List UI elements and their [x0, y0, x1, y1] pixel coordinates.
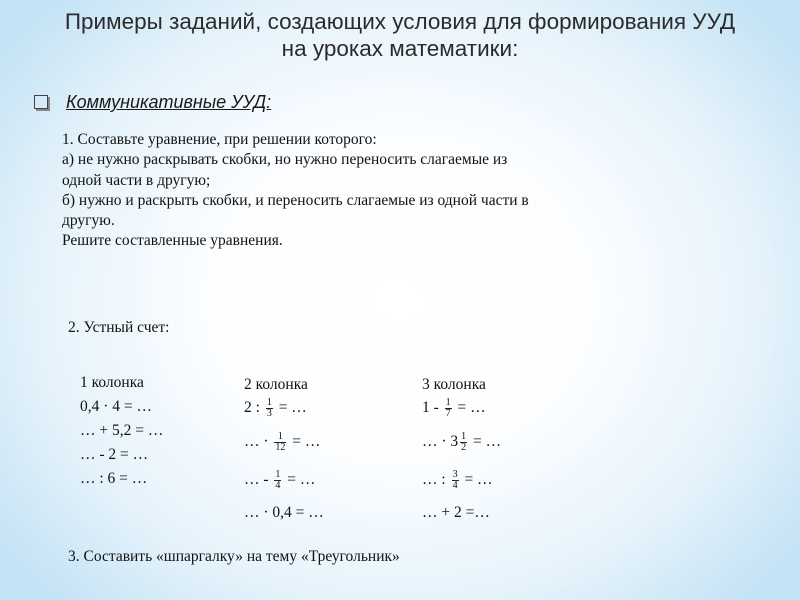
expr-pre: … -	[244, 471, 273, 489]
expr-pre: … :	[422, 471, 450, 489]
fraction	[274, 470, 281, 491]
column-row	[244, 470, 315, 491]
checkbox-bullet-icon	[34, 95, 48, 109]
expr-post: = …	[283, 471, 316, 489]
section-heading	[34, 92, 271, 113]
column-row: … + 2 =…	[422, 504, 490, 521]
section-label: Коммуникативные УУД:	[66, 92, 272, 112]
fraction	[452, 470, 459, 491]
task-3-label: 3. Составить «шпаргалку» на тему «Треугольник»	[68, 548, 400, 565]
task1-line: 1. Составьте уравнение, при решении которого:	[62, 131, 377, 148]
fraction-denominator: 7	[445, 408, 451, 419]
column-row	[244, 432, 320, 453]
expr-pre: … · 3	[422, 433, 459, 451]
fraction	[460, 432, 467, 453]
task1-line: одной части в другую;	[62, 171, 211, 189]
fraction-numerator: 3	[452, 469, 458, 480]
fraction	[266, 398, 273, 419]
fraction	[445, 398, 452, 419]
fraction-numerator: 1	[274, 432, 286, 443]
column-row: … + 5,2 = …	[80, 422, 164, 439]
fraction-denominator: 2	[461, 442, 467, 453]
column-header: 1 колонка	[80, 374, 144, 391]
column-header: 3 колонка	[422, 376, 486, 393]
slide-title	[0, 8, 800, 62]
column-row	[422, 432, 501, 453]
expr-post: = …	[469, 433, 502, 451]
fraction	[274, 432, 286, 453]
column-row: … - 2 = …	[80, 446, 149, 463]
column-row: … · 0,4 = …	[244, 504, 324, 521]
title-line-2: на уроках математики:	[281, 36, 519, 61]
task1-line: а) не нужно раскрывать скобки, но нужно переносить слагаемые из	[62, 151, 508, 169]
expr-pre: … ·	[244, 433, 273, 451]
fraction-denominator: 3	[266, 408, 272, 419]
column-header: 2 колонка	[244, 376, 308, 393]
fraction-denominator: 4	[452, 480, 458, 491]
fraction-numerator: 1	[461, 431, 467, 442]
task1-line: другую.	[62, 212, 115, 230]
fraction-denominator: 4	[275, 480, 281, 491]
fraction-numerator: 1	[275, 469, 281, 480]
expr-post: = …	[453, 399, 486, 417]
column-row	[422, 470, 493, 491]
title-line-1: Примеры заданий, создающих условия для формирования УУД	[64, 9, 736, 34]
expr-post: = …	[460, 471, 493, 489]
fraction-numerator: 1	[445, 397, 451, 408]
column-row	[422, 398, 486, 419]
column-row: 0,4 · 4 = …	[80, 398, 153, 415]
task1-line: Решите составленные уравнения.	[62, 232, 283, 250]
expr-post: = …	[274, 399, 307, 417]
column-row: … : 6 = …	[80, 470, 148, 487]
fraction-denominator: 12	[275, 442, 286, 453]
task-1	[62, 130, 702, 252]
fraction-numerator: 1	[266, 397, 272, 408]
task1-line: б) нужно и раскрыть скобки, и переносить слагаемые из одной части в	[62, 191, 529, 209]
column-row	[244, 398, 307, 419]
expr-pre: 1 -	[422, 399, 443, 417]
expr-post: = …	[288, 433, 321, 451]
expr-pre: 2 :	[244, 399, 264, 417]
task-2-label: 2. Устный счет:	[68, 319, 170, 336]
